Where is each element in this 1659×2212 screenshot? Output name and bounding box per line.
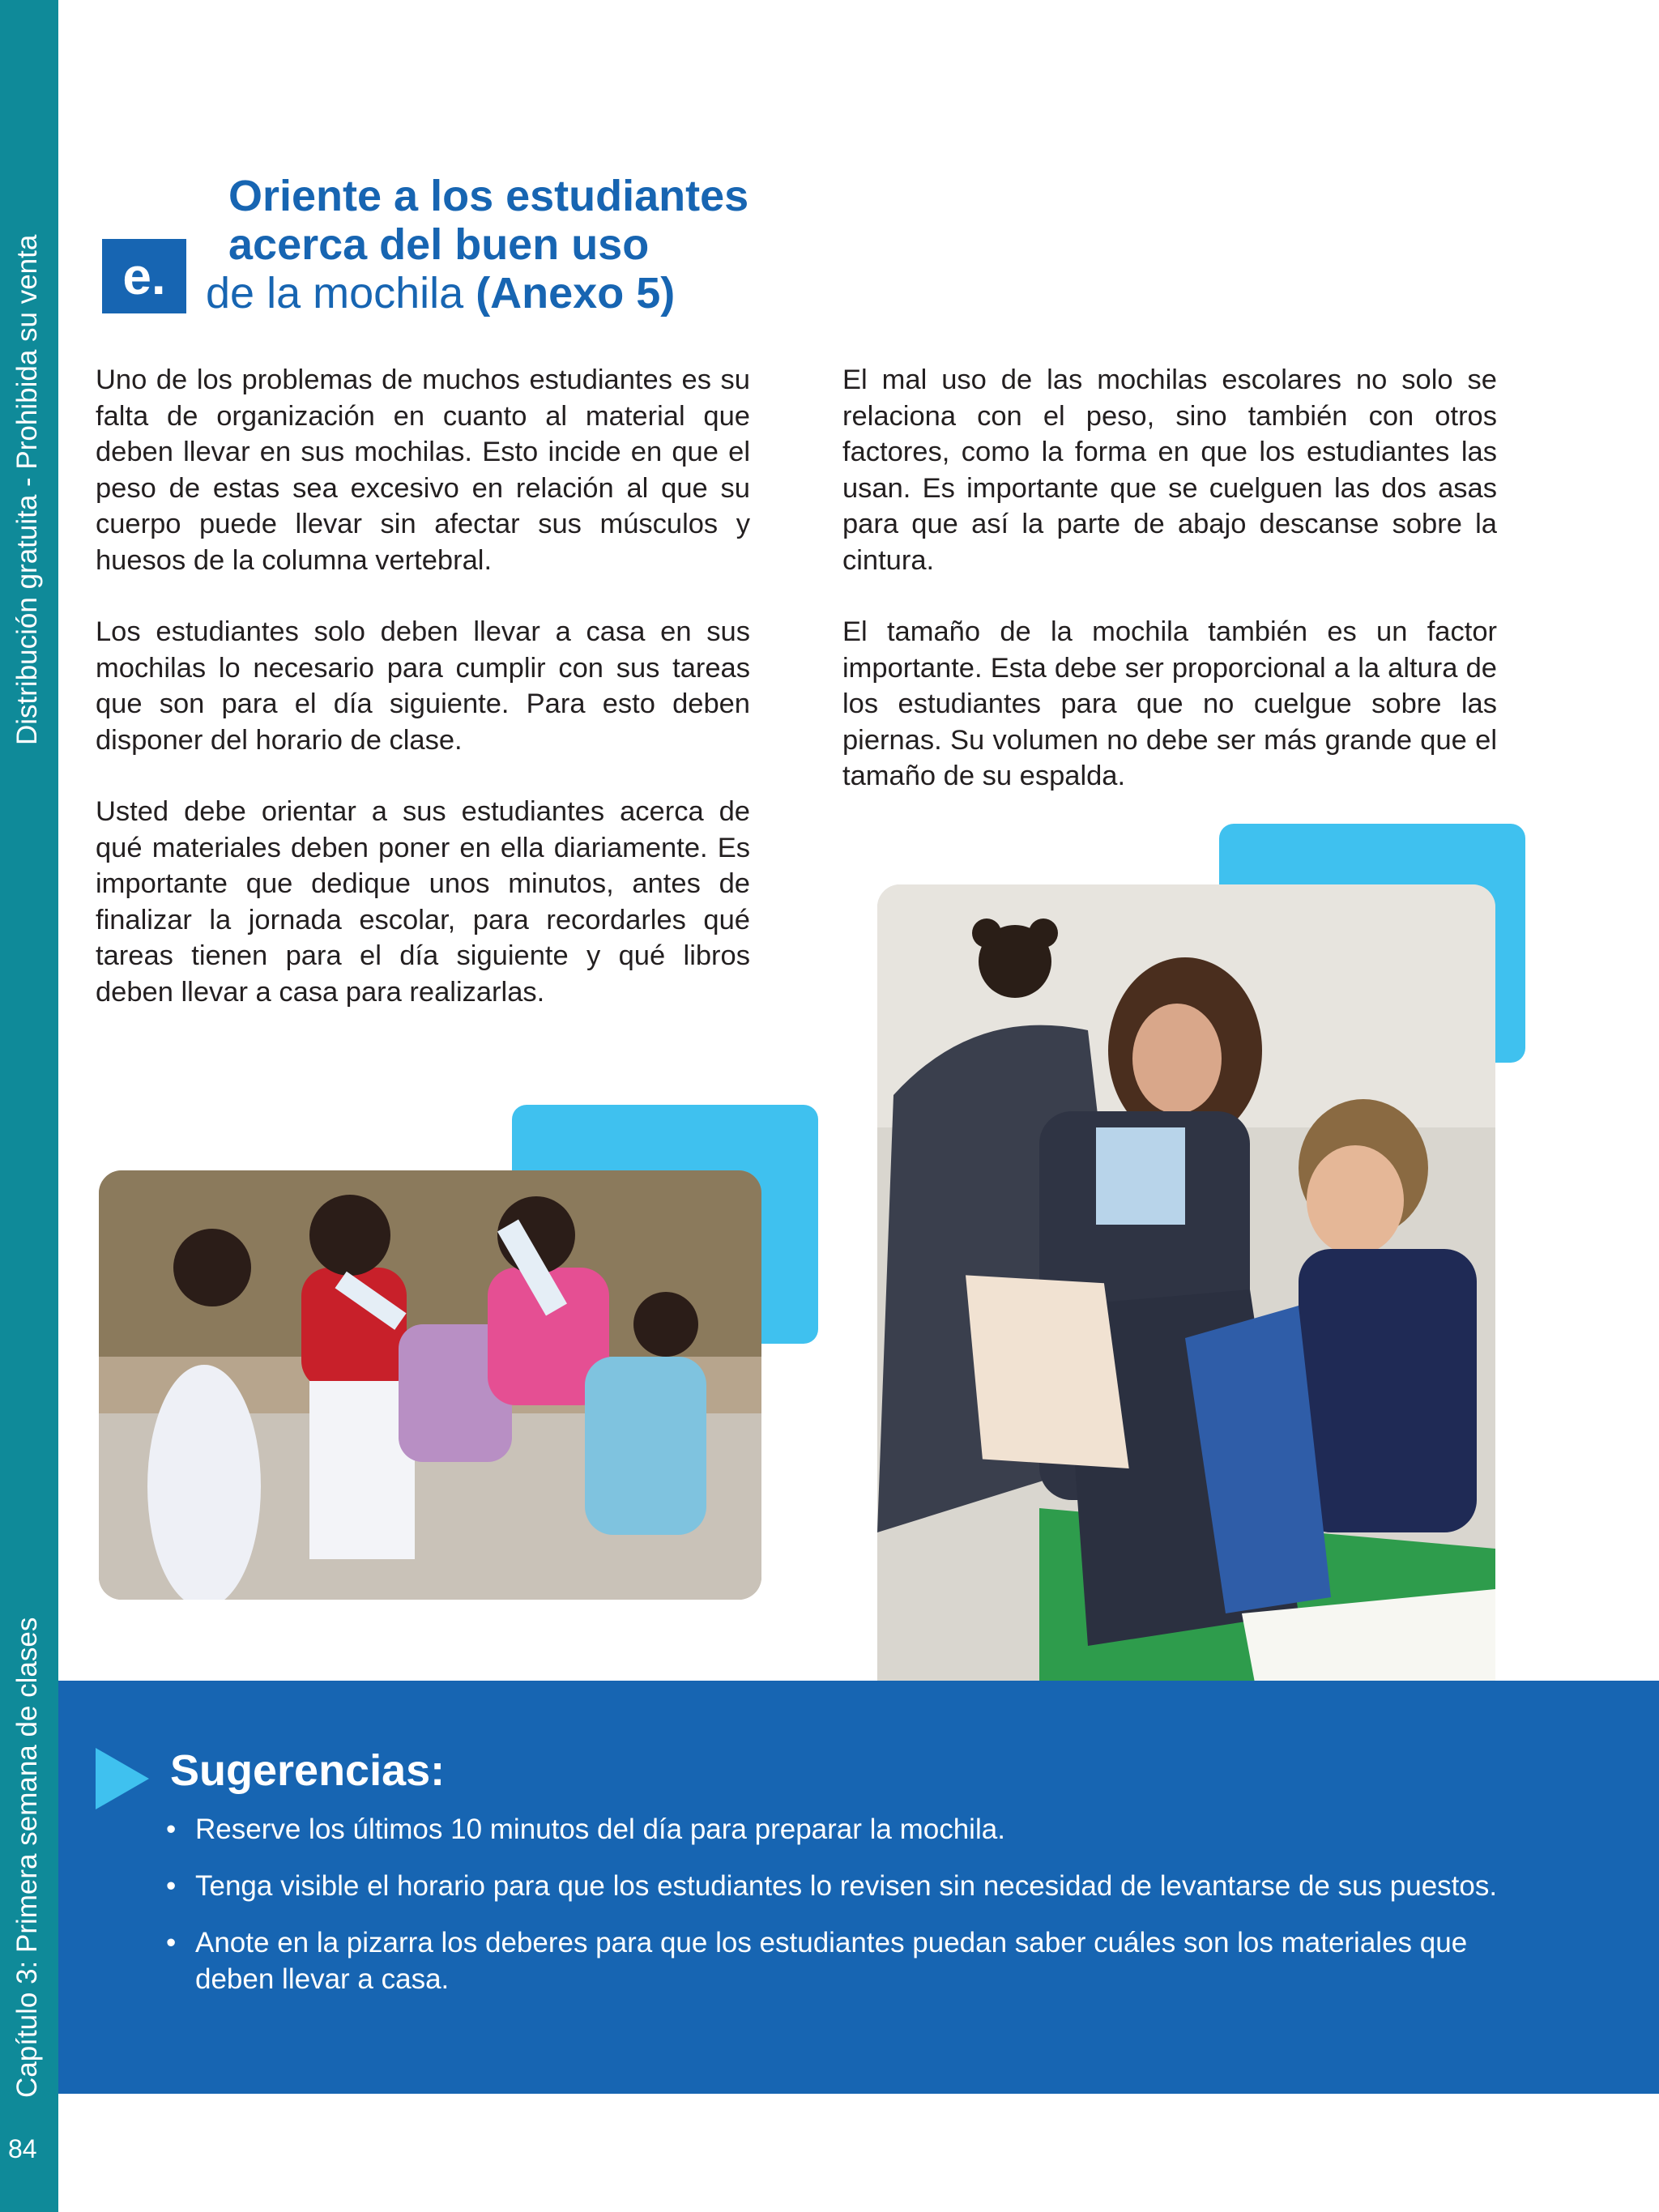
students-backpacks-illustration [99, 1170, 761, 1600]
title-line-1: Oriente a los estudiantes [228, 172, 749, 220]
paragraph: Usted debe orientar a sus estudiantes acerca de qué materiales deben poner en ella diariamente. Es importante que dedique unos minutos, antes de finalizar la jornada escolar, para recordarles qué tareas tienen para el día siguiente y qué libros deben llevar a casa para realizarlas. [96, 796, 750, 1008]
list-item: • Tenga visible el horario para que los estudiantes lo revisen sin necesidad de levantarse de sus puestos. [166, 1868, 1543, 1904]
play-arrow-icon [96, 1748, 149, 1809]
title-line-2: acerca del buen uso [228, 220, 650, 269]
section-title [228, 172, 748, 269]
chapter-label: Capítulo 3: Primera semana de clases [11, 1617, 43, 2098]
page-number: 84 [8, 2134, 37, 2163]
paragraph: El mal uso de las mochilas escolares no solo se relaciona con el peso, sino también con otros factores, como la forma en que los estudiantes las usan. Es importante que se cuelguen las dos asas para que así la parte de abajo descanse sobre la cintura. [842, 364, 1497, 576]
section-badge: e. [102, 239, 186, 313]
distribution-notice: Distribución gratuita - Prohibida su venta [11, 234, 43, 745]
paragraph: Los estudiantes solo deben llevar a casa en sus mochilas lo necesario para cumplir con sus tareas que son para el día siguiente. Para esto deben disponer del horario de clase. [96, 616, 750, 756]
left-column [96, 362, 750, 1046]
title-line-3-light: de la mochila [206, 269, 476, 318]
title-line-3 [206, 269, 675, 318]
paragraph: Uno de los problemas de muchos estudiantes es su falta de organización en cuanto al material que deben llevar en sus mochilas. Esto incide en que el peso de estas sea excesivo en relación al que su cuerpo puede llevar sin afectar sus músculos y huesos de la columna vertebral. [96, 364, 750, 576]
teacher-student-illustration [877, 884, 1495, 1745]
list-item: • Reserve los últimos 10 minutos del día para preparar la mochila. [166, 1811, 1543, 1848]
suggestions-title: Sugerencias: [170, 1746, 446, 1795]
list-item: • Anote en la pizarra los deberes para que los estudiantes puedan saber cuáles son los materiales que deben llevar a casa. [166, 1924, 1543, 1997]
students-backpacks-photo [99, 1170, 761, 1600]
title-annex: (Anexo 5) [476, 269, 676, 318]
paragraph: El tamaño de la mochila también es un factor importante. Esta debe ser proporcional a la altura de los estudiantes para que no cuelgue sobre las piernas. Su volumen no debe ser más grande que el tamaño de su espalda. [842, 616, 1497, 791]
right-column [842, 362, 1497, 830]
suggestions-list [166, 1811, 1543, 2018]
teacher-student-photo [877, 884, 1495, 1745]
